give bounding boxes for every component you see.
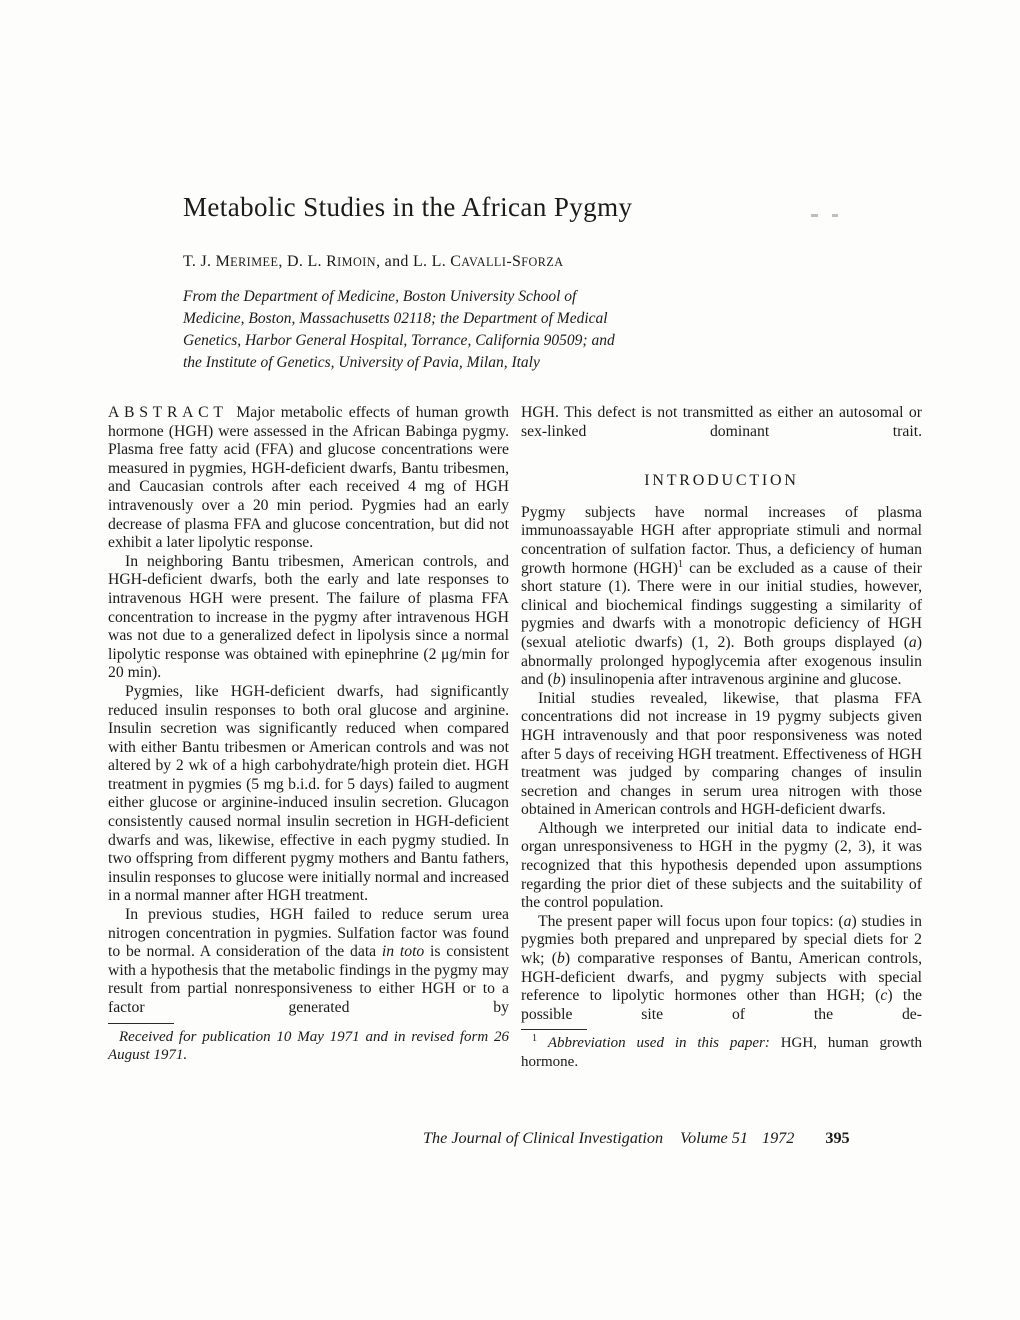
- text-run: AVALLI: [461, 255, 507, 269]
- footnote-rule: [521, 1029, 587, 1030]
- text-run: Major metabolic effects of human growth hormone (HGH) were assessed in the African Babinga pygmy. Plasma free fatty acid (FFA) and glucose concentrations were measured in pygmies, HGH-deficient dwarfs, Bantu tribesmen, and Caucasian controls after each received 4 mg of HGH intravenously over a 20 min period. Pygmies had an early decrease of plasma FFA and glucose concentration, but did not exhibit a later lipolytic response.: [108, 404, 509, 552]
- abstract-paragraph: [108, 404, 509, 553]
- text-run: In neighboring Bantu tribesmen, American controls, and HGH-deficient dwarfs, both the early and late responses to intravenous HGH were present. The failure of plasma FFA concentration to increase in the pygmy after intravenous HGH was not due to a generalized defect in lipolysis since a normal lipolytic response was obtained with epinephrine (2 μg/min for 20 min).: [108, 552, 509, 682]
- text-run: a: [843, 912, 852, 930]
- introduction-paragraph: [521, 820, 922, 913]
- article-title: Metabolic Studies in the African Pygmy: [183, 192, 633, 222]
- year: 1972: [761, 1129, 795, 1147]
- right-column: [521, 404, 922, 1071]
- text-run: c: [880, 987, 888, 1005]
- text-run: HGH. This defect is not transmitted as either an autosomal or sex-linked dominant trait.: [521, 404, 922, 440]
- abstract-paragraph: [108, 683, 509, 906]
- text-run: , and L. L. C: [376, 253, 462, 270]
- text-run: IMOIN: [337, 255, 377, 269]
- abstract-paragraph: [108, 906, 509, 1018]
- footnote-marker: 1: [532, 1033, 537, 1045]
- scan-speck: [811, 214, 818, 217]
- journal-footer: [423, 1129, 850, 1148]
- abstract-paragraph: [108, 553, 509, 683]
- section-heading-introduction: INTRODUCTION: [644, 472, 799, 490]
- text-run: Pygmies, like HGH-deficient dwarfs, had significantly reduced insulin responses to both oral glucose and arginine. Insulin secretion was significantly reduced when compared with either Bantu tribesmen or American controls and was not altered by 2 wk of a high carbohydrate/high protein diet. HGH treatment in pygmies (5 mg b.i.d. for 5 days) failed to augment either glucose or arginine-induced insulin secretion. Glucagon consistently caused normal insulin secretion in HGH-deficient dwarfs and was, likewise, effective in each pygmy studied. In two offspring from different pygmy mothers and Bantu fathers, insulin responses to glucose were initially normal and increased in a normal manner after HGH treatment.: [108, 682, 509, 905]
- text-run: , D. L. R: [278, 253, 338, 270]
- text-run: The present paper will focus upon four topics: (: [538, 912, 844, 930]
- affiliation-block: From the Department of Medicine, Boston University School of Medicine, Boston, Massachusetts 02118; the Department of Medical Genetics, Harbor General Hospital, Torrance, California 90509; and the Institute of Genetics, University of Pavia, Milan, Italy: [183, 288, 615, 371]
- abbreviation-footnote: [521, 1029, 922, 1070]
- abstract-section: [108, 404, 509, 1018]
- text-run: Although we interpreted our initial data to indicate end-organ unresponsiveness to HGH in the pygmy (2, 3), it was recognized that this hypothesis depended upon assumptions regarding the prior diet of these subjects and the suitability of the control population.: [521, 819, 922, 912]
- abstract-label: ABSTRACT: [108, 404, 228, 421]
- text-run: a: [908, 633, 917, 651]
- introduction-paragraph: [521, 504, 922, 690]
- footnote-rule: [108, 1023, 174, 1024]
- introduction-paragraph: [521, 690, 922, 820]
- text-run: T. J. M: [183, 253, 231, 270]
- introduction-paragraph: [521, 913, 922, 1025]
- text-run: ) abnormally prolonged hypoglycemia after exogenous insulin and (: [521, 633, 922, 689]
- text-run: FORZA: [521, 255, 564, 269]
- text-run: in toto: [381, 943, 425, 961]
- text-run: Received for publication 10 May 1971 and in revised form 26 August 1971.: [108, 1028, 509, 1063]
- left-column: [108, 404, 509, 1071]
- text-run: can be excluded as a cause of their short stature (1). There were in our initial studies, however, clinical and biochemical findings suggesting a similarity of pygmies and dwarfs with a monotropic deficiency of HGH (sexual ateliotic dwarfs) (1, 2). Both groups displayed (: [521, 559, 922, 651]
- journal-name: The Journal of Clinical Investigation: [423, 1129, 664, 1147]
- text-run: Pygmy subjects have normal increases of plasma immunoassayable HGH after appropriate stimuli and normal concentration of sulfation factor. Thus, a deficiency of human growth hormone (HGH): [521, 503, 922, 577]
- text-run: ) comparative responses of Bantu, American controls, HGH-deficient dwarfs, and pygmy subjects with special reference to lipolytic hormones other than HGH; (: [521, 950, 922, 1005]
- two-column-body: [108, 404, 922, 1071]
- text-run: -S: [506, 253, 522, 270]
- text-run: is consistent with a hypothesis that the metabolic findings in the pygmy may result from partial nonresponsiveness to either HGH or to a factor generated by: [108, 943, 510, 1016]
- author-line: [183, 253, 564, 271]
- text-run: ) insulinopenia after intravenous arginine and glucose.: [560, 671, 902, 689]
- scan-speck: [832, 214, 838, 217]
- text-run: In previous studies, HGH failed to reduce serum urea nitrogen concentration in pygmies. Sulfation factor was found to be normal. A consideration of the data: [108, 906, 509, 961]
- text-run: Abbreviation used in this paper:: [547, 1035, 770, 1052]
- text-run: b: [557, 950, 565, 968]
- text-run: ERIMEE: [230, 255, 279, 269]
- continuation-paragraph: [521, 404, 922, 441]
- received-footnote-text: [108, 1028, 509, 1064]
- text-run: b: [552, 671, 561, 689]
- text-run: ) studies in pygmies both prepared and unprepared by special diets for 2 wk; (: [521, 912, 922, 968]
- abbreviation-footnote-text: [521, 1034, 922, 1070]
- introduction-section: [521, 504, 922, 1025]
- received-footnote: [108, 1023, 509, 1064]
- text-run: HGH, human growth hormone.: [521, 1035, 923, 1070]
- footnote-marker: 1: [677, 558, 683, 570]
- text-run: Initial studies revealed, likewise, that plasma FFA concentrations did not increase in 19 pygmy subjects given HGH intravenously and that poor responsiveness was noted after 5 days of receiving HGH treatment. Effectiveness of HGH treatment was judged by comparing changes of insulin secretion and changes in serum urea nitrogen with those obtained in American controls and HGH-deficient dwarfs.: [521, 689, 922, 819]
- text-run: [537, 1035, 548, 1051]
- volume-label: Volume 51: [680, 1129, 748, 1147]
- page-number: 395: [825, 1129, 850, 1147]
- text-run: ) the possible site of the de-: [521, 987, 923, 1023]
